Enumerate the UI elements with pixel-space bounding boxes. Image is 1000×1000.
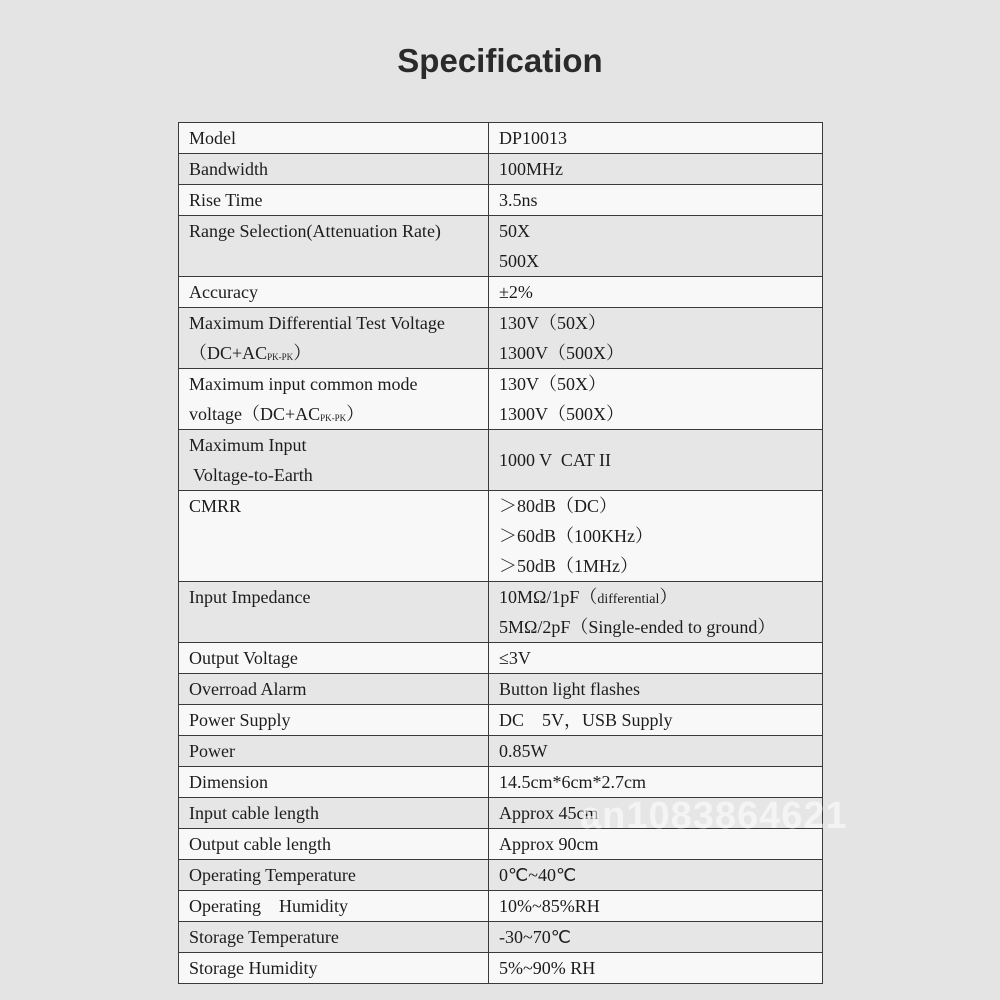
spec-value: DC 5V，USB Supply [489,705,823,736]
spec-label-line [189,338,478,368]
spec-value: Approx 90cm [489,829,823,860]
spec-value: Approx 45cm [489,798,823,829]
spec-value [489,491,823,582]
spec-label-line: Maximum Input [189,435,307,455]
spec-label [179,369,489,430]
table-row [179,277,823,308]
table-row [179,736,823,767]
spec-value: 100MHz [489,154,823,185]
spec-label: Accuracy [179,277,489,308]
table-row [179,216,823,277]
spec-label: Overroad Alarm [179,674,489,705]
spec-label-subscript: PK-PK [267,352,294,362]
spec-label-text: voltage（DC+AC [189,404,321,424]
spec-value-line: 50X [499,221,530,241]
watermark: an1083864621 [580,795,848,837]
spec-label: Dimension [179,767,489,798]
spec-label: Input Impedance [179,582,489,643]
spec-value: ≤3V [489,643,823,674]
spec-value [489,369,823,430]
spec-value [489,216,823,277]
spec-label: Output Voltage [179,643,489,674]
spec-value: 0.85W [489,736,823,767]
table-row [179,582,823,643]
spec-value-line: 1300V（500X） [499,404,624,424]
table-row [179,674,823,705]
spec-label-subscript: PK-PK [320,413,347,423]
spec-value-text: ） [659,587,678,607]
spec-value: 3.5ns [489,185,823,216]
spec-value-line: 130V（50X） [499,313,606,333]
table-row [179,643,823,674]
spec-label: Operating Humidity [179,891,489,922]
spec-label: Storage Humidity [179,953,489,984]
table-row [179,430,823,491]
table-row [179,185,823,216]
spec-label: Input cable length [179,798,489,829]
table-row [179,860,823,891]
page-title: Specification [397,42,603,79]
spec-label: Storage Temperature [179,922,489,953]
spec-value-line: ＞50dB（1MHz） [499,556,638,576]
spec-value-line: 5MΩ/2pF（Single-ended to ground） [499,617,776,637]
spec-label: Power Supply [179,705,489,736]
spec-label: Output cable length [179,829,489,860]
table-row [179,491,823,582]
table-row [179,953,823,984]
table-row [179,829,823,860]
table-row [179,922,823,953]
spec-value [489,308,823,369]
spec-value [489,582,823,643]
spec-value: 0℃~40℃ [489,860,823,891]
spec-label: Model [179,123,489,154]
spec-value-text: 10MΩ/1pF（ [499,587,598,607]
table-row [179,767,823,798]
spec-value-line: 1300V（500X） [499,343,624,363]
spec-value: ±2% [489,277,823,308]
spec-label-line: Maximum Differential Test Voltage [189,313,445,333]
spec-label [179,430,489,491]
spec-label: Bandwidth [179,154,489,185]
table-row [179,154,823,185]
spec-value: DP10013 [489,123,823,154]
spec-label: Rise Time [179,185,489,216]
spec-label: Operating Temperature [179,860,489,891]
spec-label [179,308,489,369]
spec-label: CMRR [179,491,489,582]
spec-value: Button light flashes [489,674,823,705]
table-row [179,891,823,922]
spec-value-line: ＞60dB（100KHz） [499,526,653,546]
spec-value-line [499,582,812,612]
spec-label-text: （DC+AC [189,343,268,363]
spec-label-line: Voltage-to-Earth [189,465,313,485]
spec-value: -30~70℃ [489,922,823,953]
table-row [179,705,823,736]
spec-label: Power [179,736,489,767]
spec-value-line: 130V（50X） [499,374,606,394]
spec-label-text: ） [346,404,365,424]
spec-label-line [189,399,478,429]
spec-label-line: Maximum input common mode [189,374,418,394]
spec-value: 10%~85%RH [489,891,823,922]
table-row [179,308,823,369]
spec-value-small: differential [597,592,660,607]
spec-value-line: ＞80dB（DC） [499,496,618,516]
table-row [179,123,823,154]
spec-label: Range Selection(Attenuation Rate) [179,216,489,277]
table-row [179,369,823,430]
spec-value: 14.5cm*6cm*2.7cm [489,767,823,798]
spec-table [178,122,823,984]
spec-value: 5%~90% RH [489,953,823,984]
spec-value: 1000 V CAT II [489,430,823,491]
spec-label-text: ） [293,343,312,363]
spec-value-line: 500X [499,251,539,271]
table-row [179,798,823,829]
